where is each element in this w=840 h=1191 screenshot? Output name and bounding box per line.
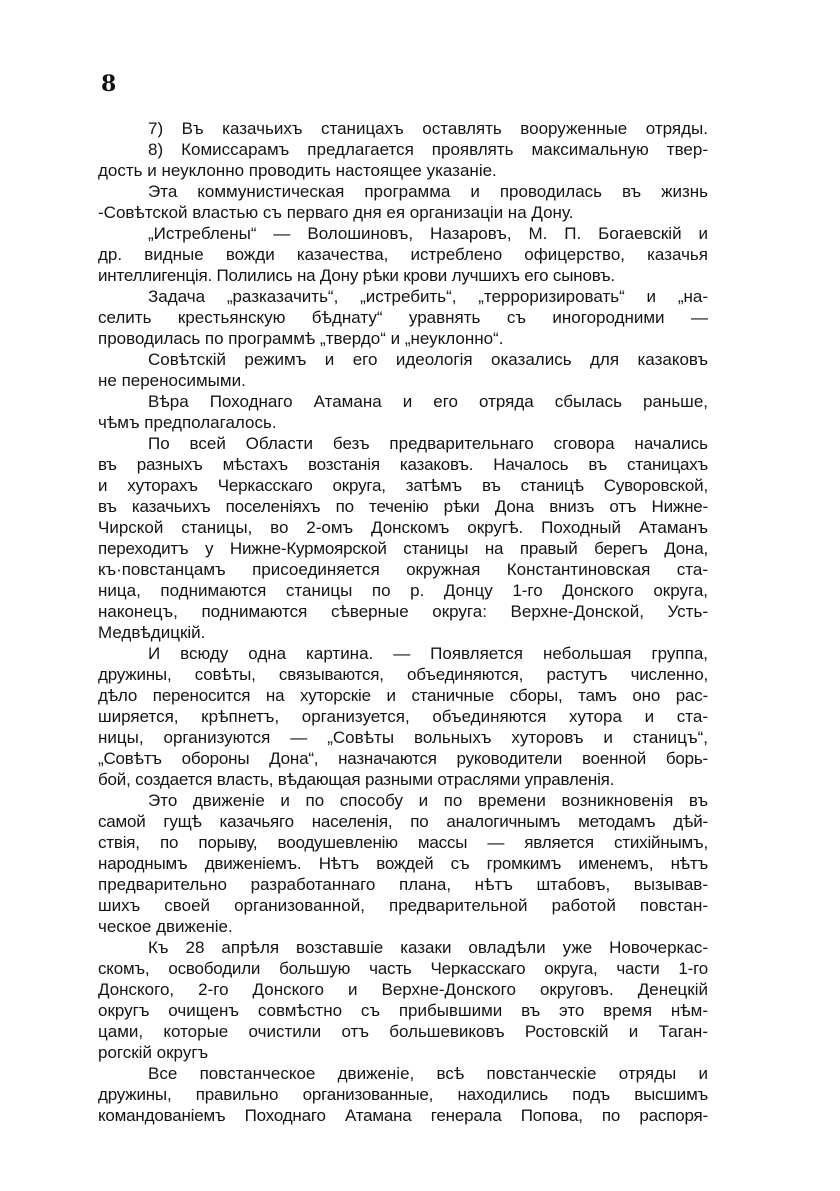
text-line: Медвѣдицкій. (98, 623, 206, 642)
text-line: предварительно разработаннаго плана, нѣтъ штабовъ, вызывав- (98, 875, 708, 894)
body-text (98, 118, 708, 1126)
text-line: самой гущѣ казачьяго населенія, по аналогичнымъ методамъ дѣй- (98, 812, 708, 831)
text-line: народнымъ движеніемъ. Нѣтъ вождей съ громкимъ именемъ, нѣтъ (98, 854, 708, 873)
text-line: Чирской станицы, во 2-омъ Донскомъ округѣ. Походный Атаманъ (98, 518, 708, 537)
text-line: ница, поднимаются станицы по р. Донцу 1-го Донского округа, (98, 581, 708, 600)
text-line: Совѣтскій режимъ и его идеологія оказались для казаковъ (148, 350, 708, 369)
text-line: къ·повстанцамъ присоединяется окружная Константиновская ста- (98, 560, 708, 579)
text-line: И всюду одна картина. — Появляется небольшая группа, (148, 644, 708, 663)
text-line: 8) Комиссарамъ предлагается проявлять максимальную твер- (148, 140, 708, 159)
text-line: ницы, организуются — „Совѣты вольныхъ хуторовъ и станицъ“, (98, 728, 708, 747)
text-line: „Совѣтъ обороны Дона“, назначаются руководители военной борь- (98, 749, 708, 768)
text-line: Задача „разказачить“, „истребить“, „терроризировать“ и „на- (148, 287, 708, 306)
text-line: скомъ, освободили большую часть Черкасскаго округа, части 1-го (98, 959, 708, 978)
text-line: дружины, правильно организованные, находились подъ высшимъ (98, 1085, 708, 1104)
text-line: Къ 28 апрѣля возставшіе казаки овладѣли уже Новочеркас- (148, 938, 708, 957)
text-line: цами, которые очистили отъ большевиковъ Ростовскій и Таган- (98, 1022, 708, 1041)
text-line: Вѣра Походнаго Атамана и его отряда сбылась раньше, (148, 392, 708, 411)
text-line: не переносимыми. (98, 371, 246, 390)
text-line: интеллигенція. Полились на Дону рѣки крови лучшихъ его сыновъ. (98, 266, 615, 285)
text-line: командованіемъ Походнаго Атамана генерала Попова, по распоря- (98, 1106, 708, 1125)
text-line: дружины, совѣты, связываются, объединяются, растутъ численно, (98, 665, 708, 684)
text-line: рогскій округъ (98, 1043, 209, 1062)
text-line: ческое движеніе. (98, 917, 233, 936)
text-line: въ казачьихъ поселеніяхъ по теченію рѣки Дона внизъ отъ Нижне- (98, 497, 708, 516)
text-line: 7) Въ казачьихъ станицахъ оставлять вооруженные отряды. (148, 119, 708, 138)
text-line: въ разныхъ мѣстахъ возстанія казаковъ. Началось въ станицахъ (98, 455, 708, 474)
text-line: дость и неуклонно проводить настоящее указаніе. (98, 161, 497, 180)
text-line: чѣмъ предполагалось. (98, 413, 277, 432)
text-line: округъ очищенъ совмѣстно съ прибывшими въ это время нѣм- (98, 1001, 708, 1020)
text-line: ширяется, крѣпнетъ, организуется, объединяются хутора и ста- (98, 707, 708, 726)
text-line: проводилась по программѣ „твердо“ и „неуклонно“. (98, 329, 504, 348)
text-line: др. видные вожди казачества, истреблено офицерство, казачья (98, 245, 708, 264)
text-line: Донского, 2-го Донского и Верхне-Донского округовъ. Денецкій (98, 980, 708, 999)
text-line: -Совѣтской властью съ перваго дня ея организаціи на Дону. (98, 203, 574, 222)
text-line: наконецъ, поднимаются сѣверные округа: Верхне-Донской, Усть- (98, 602, 708, 621)
page-number: 8 (101, 71, 117, 97)
text-line: Эта коммунистическая программа и проводилась въ жизнь (148, 182, 708, 201)
text-line: бой, создается власть, вѣдающая разными отраслями управленія. (98, 770, 615, 789)
text-line: Все повстанческое движеніе, всѣ повстанческіе отряды и (148, 1064, 708, 1083)
text-line: шихъ своей организованной, предварительной работой повстан- (98, 896, 708, 915)
text-line: селить крестьянскую бѣднату“ уравнять съ иногородними — (98, 308, 708, 327)
text-line: „Истреблены“ — Волошиновъ, Назаровъ, М. П. Богаевскій и (148, 224, 708, 243)
text-line: По всей Области безъ предварительнаго сговора начались (148, 434, 708, 453)
text-line: дѣло переносится на хуторскіе и станичные сборы, тамъ оно рас- (98, 686, 708, 705)
text-line: Это движеніе и по способу и по времени возникновенія въ (148, 791, 708, 810)
text-line: и хуторахъ Черкасскаго округа, затѣмъ въ станицѣ Суворовской, (98, 476, 708, 495)
text-line: ствія, по порыву, воодушевленію массы — является стихійнымъ, (98, 833, 708, 852)
text-line: переходитъ у Нижне-Курмоярской станицы на правый берегъ Дона, (98, 539, 708, 558)
